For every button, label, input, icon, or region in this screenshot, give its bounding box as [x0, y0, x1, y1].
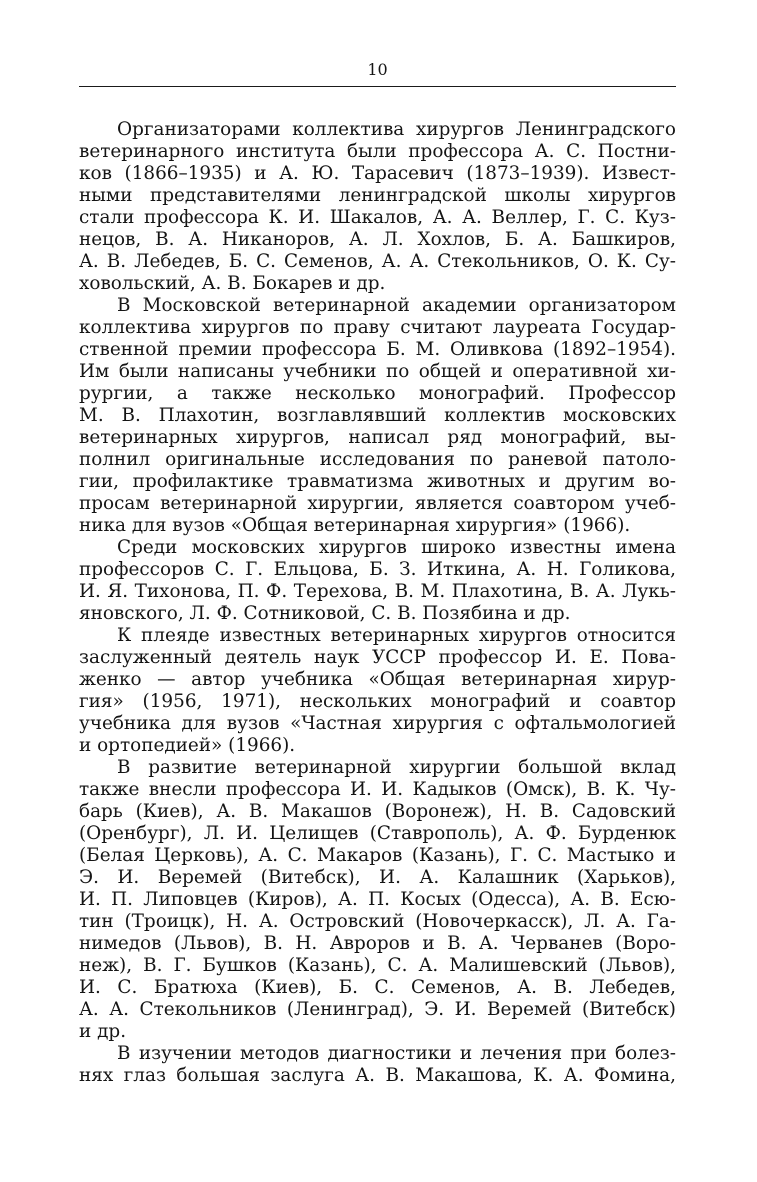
text-line: В развитие ветеринарной хирургии большой вклад [117, 757, 676, 778]
text-line: Им были написаны учебники по общей и оперативной хи- [79, 361, 676, 382]
text-line: стали профессора К. И. Шакалов, А. А. Веллер, Г. С. Куз- [79, 207, 676, 228]
text-line: нимедов (Львов), В. Н. Авроров и В. А. Черванев (Воро- [79, 933, 676, 954]
text-line: В Московской ветеринарной академии организатором [117, 295, 676, 316]
text-line: ветеринарных хирургов, написал ряд монографий, вы- [79, 427, 676, 448]
text-line: и др. [79, 1021, 127, 1042]
text-line: ника для вузов «Общая ветеринарная хирургия» (1966). [79, 515, 631, 536]
text-line: барь (Киев), А. В. Макашов (Воронеж), Н. В. Садовский [79, 801, 676, 822]
text-line: Среди московских хирургов широко известны имена [117, 537, 676, 558]
text-line: яновского, Л. Ф. Сотниковой, С. В. Позябина и др. [79, 603, 571, 624]
text-line: А. А. Стекольников (Ленинград), Э. И. Веремей (Витебск) [79, 999, 676, 1020]
text-line: профессоров С. Г. Ельцова, Б. З. Иткина, А. Н. Голикова, [79, 559, 676, 580]
paragraph [79, 119, 676, 295]
paragraph [79, 625, 676, 757]
page-number: 10 [367, 60, 388, 79]
text-line: коллектива хирургов по праву считают лауреата Государ- [79, 317, 676, 338]
text-line: также внесли профессора И. И. Кадыков (Омск), В. К. Чу- [79, 779, 676, 800]
paragraph [79, 757, 676, 1043]
text-line: нецов, В. А. Никаноров, А. Л. Хохлов, Б. А. Башкиров, [79, 229, 676, 250]
body-text [79, 119, 676, 1087]
text-line: полнил оригинальные исследования по раневой патоло- [79, 449, 676, 470]
paragraph [79, 295, 676, 537]
text-line: и ортопедией» (1966). [79, 735, 296, 756]
text-line: женко — автор учебника «Общая ветеринарная хирур- [79, 669, 676, 690]
text-line: К плеяде известных ветеринарных хирургов относится [117, 625, 676, 646]
text-line: просам ветеринарной хирургии, является соавтором учеб- [79, 493, 676, 514]
text-line: ховольский, А. В. Бокарев и др. [79, 273, 386, 294]
text-line: (Оренбург), Л. И. Целищев (Ставрополь), А. Ф. Бурденюк [79, 823, 676, 844]
text-line: рургии, а также несколько монографий. Профессор [79, 383, 676, 404]
text-line: ными представителями ленинградской школы хирургов [79, 185, 676, 206]
text-line: Э. И. Веремей (Витебск), И. А. Калашник (Харьков), [79, 867, 676, 888]
text-line: нях глаз большая заслуга А. В. Макашова, К. А. Фомина, [79, 1065, 676, 1086]
text-line: (Белая Церковь), А. С. Макаров (Казань), Г. С. Мастыко и [79, 845, 676, 866]
text-line: ственной премии профессора Б. М. Оливкова (1892–1954). [79, 339, 676, 360]
text-line: неж), В. Г. Бушков (Казань), С. А. Малишевский (Львов), [79, 955, 676, 976]
text-line: гии, профилактике травматизма животных и другим во- [79, 471, 676, 492]
text-line: И. П. Липовцев (Киров), А. П. Косых (Одесса), А. В. Есю- [79, 889, 676, 910]
text-line: ков (1866–1935) и А. Ю. Тарасевич (1873–1939). Извест- [79, 163, 676, 184]
text-line: И. С. Братюха (Киев), Б. С. Семенов, А. В. Лебедев, [79, 977, 676, 998]
header-rule [79, 86, 676, 87]
text-line: учебника для вузов «Частная хирургия с офтальмологией [79, 713, 676, 734]
text-line: В изучении методов диагностики и лечения при болез- [117, 1043, 676, 1064]
paragraph [79, 1043, 676, 1087]
text-line: заслуженный деятель наук УССР профессор И. Е. Пова- [79, 647, 676, 668]
text-line: ветеринарного института были профессора А. С. Постни- [79, 141, 676, 162]
text-line: И. Я. Тихонова, П. Ф. Терехова, В. М. Плахотина, В. А. Лукь- [79, 581, 676, 602]
text-line: гия» (1956, 1971), нескольких монографий и соавтор [79, 691, 676, 712]
text-line: Организаторами коллектива хирургов Ленинградского [117, 119, 676, 140]
text-line: М. В. Плахотин, возглавлявший коллектив московских [79, 405, 676, 426]
paragraph [79, 537, 676, 625]
text-line: тин (Троицк), Н. А. Островский (Новочеркасск), Л. А. Га- [79, 911, 676, 932]
text-line: А. В. Лебедев, Б. С. Семенов, А. А. Стекольников, О. К. Су- [79, 251, 676, 272]
